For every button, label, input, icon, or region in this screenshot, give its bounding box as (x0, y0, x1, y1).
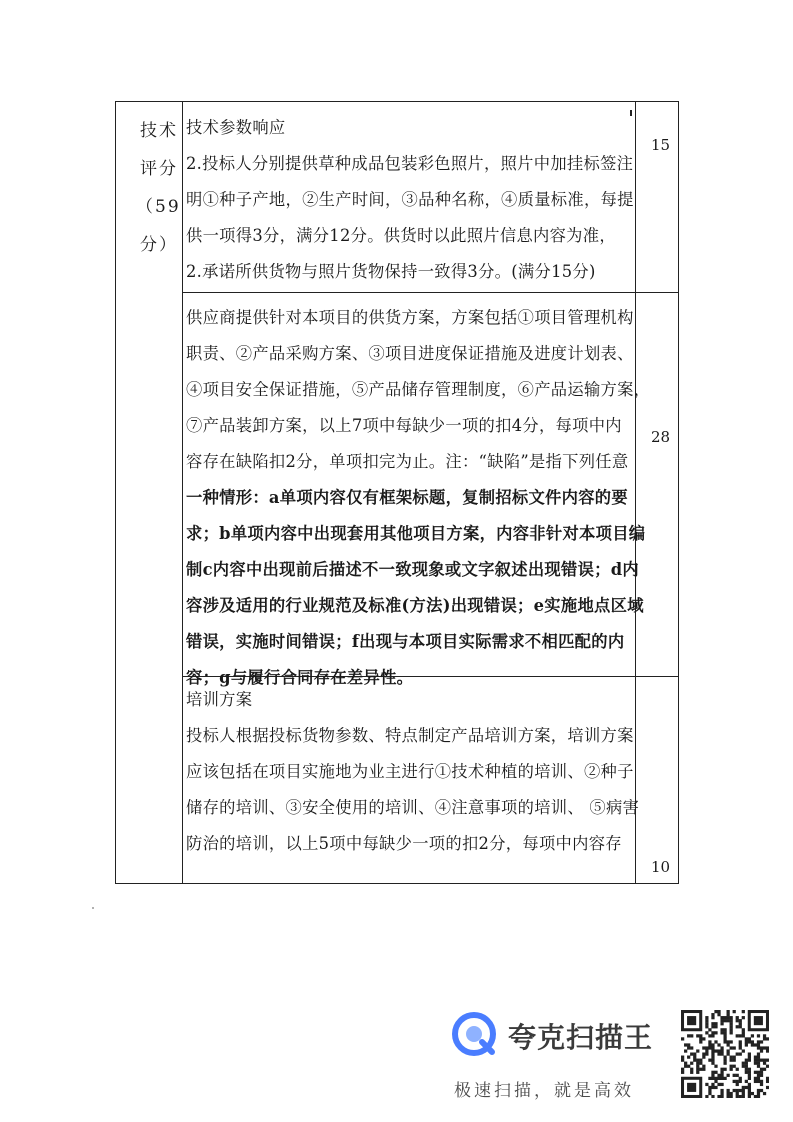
row-divider-1 (182, 292, 678, 293)
column-divider-1 (182, 102, 183, 883)
scoring-table (115, 101, 679, 884)
text-line: 供一项得3分，满分12分。供货时以此照片信息内容为准， (186, 226, 616, 245)
text-line: ⑦产品装卸方案，以上7项中每缺少一项的扣4分，每项中内 (186, 416, 622, 435)
text-line: 储存的培训、③安全使用的培训、④注意事项的培训、 ⑤病害 (186, 798, 640, 817)
category-line: 技术 (140, 121, 178, 141)
category-line: 分） (140, 235, 178, 255)
text-line: 2.投标人分别提供草种成品包装彩色照片，照片中加挂标签注 (186, 154, 634, 173)
scan-speck (92, 907, 94, 909)
category-cell (116, 102, 182, 883)
text-line: 职责、②产品采购方案、③项目进度保证措施及进度计划表、 (186, 344, 634, 363)
qr-code-icon (681, 1010, 769, 1098)
watermark-brand (452, 1008, 682, 1101)
text-line: 制c内容中出现前后描述不一致现象或文字叙述出现错误；d内 (186, 560, 640, 579)
text-line: 容存在缺陷扣2分，单项扣完为止。注：“缺陷”是指下列任意 (186, 452, 629, 471)
text-line: 应该包括在项目实施地为业主进行①技术种植的培训、②种子 (186, 762, 634, 781)
score-cell: 15 (651, 136, 671, 154)
text-line: 培训方案 (186, 690, 253, 709)
scan-mark (630, 110, 632, 116)
quark-logo-icon (452, 1012, 496, 1056)
text-line: 防治的培训，以上5项中每缺少一项的扣2分，每项中内容存 (186, 834, 622, 853)
text-line: 一种情形：a单项内容仅有框架标题，复制招标文件内容的要 (186, 488, 628, 507)
text-line: 技术参数响应 (186, 118, 286, 137)
text-line: 容；g与履行合同存在差异性。 (186, 668, 414, 687)
text-line: ④项目安全保证措施，⑤产品储存管理制度，⑥产品运输方案， (186, 380, 651, 399)
text-line: 求；b单项内容中出现套用其他项目方案，内容非针对本项目编 (186, 524, 646, 543)
text-line: 投标人根据投标货物参数、特点制定产品培训方案，培训方案 (186, 726, 634, 745)
text-line: 容涉及适用的行业规范及标准(方法)出现错误；e实施地点区域 (186, 596, 644, 615)
brand-name: 夸克扫描王 (508, 1021, 654, 1054)
text-line: 错误，实施时间错误；f出现与本项目实际需求不相匹配的内 (186, 632, 625, 651)
score-cell: 28 (651, 428, 671, 446)
category-line: 评分 (140, 159, 178, 179)
score-cell: 10 (651, 858, 671, 876)
text-line: 明①种子产地，②生产时间，③品种名称，④质量标准，每提 (186, 190, 634, 209)
column-divider-2 (635, 102, 636, 883)
category-line: （59 (136, 197, 181, 217)
text-line: 2.承诺所供货物与照片货物保持一致得3分。(满分15分) (186, 262, 596, 281)
text-line: 供应商提供针对本项目的供货方案，方案包括①项目管理机构 (186, 308, 634, 327)
brand-slogan: 极速扫描，就是高效 (454, 1081, 634, 1101)
